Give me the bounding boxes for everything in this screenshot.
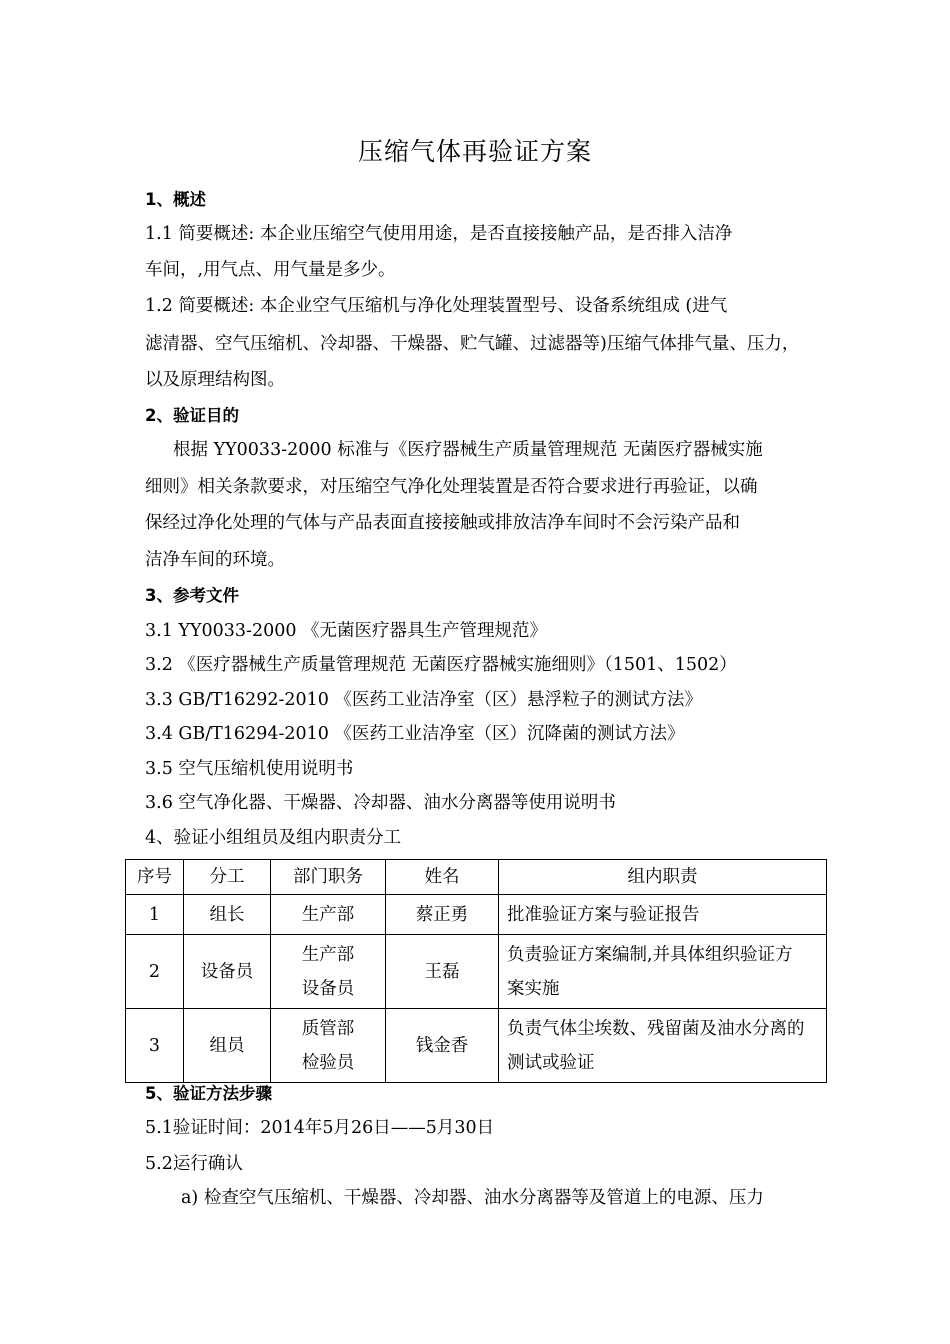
section-5-2-a-line: a) 检查空气压缩机、干燥器、冷却器、油水分离器等及管道上的电源、压力 — [181, 1188, 764, 1208]
cell-role: 组员 — [184, 1009, 271, 1083]
reference-item: 3.6 空气净化器、干燥器、冷却器、油水分离器等使用说明书 — [145, 793, 616, 813]
table-row — [126, 1009, 827, 1083]
cell-role: 组长 — [184, 895, 271, 935]
cell-no: 1 — [126, 895, 184, 935]
section-5-2-line: 5.2运行确认 — [145, 1154, 243, 1174]
section-1-2-line-1: 1.2 简要概述: 本企业空气压缩机与净化处理装置型号、设备系统组成 (进气 — [145, 296, 728, 316]
cell-duty-line-2: 案实施 — [507, 978, 560, 999]
cell-dept — [271, 1009, 386, 1083]
section-1-1-line-2: 车间，,用气点、用气量是多少。 — [145, 260, 396, 280]
cell-dept-line-2: 设备员 — [301, 978, 355, 999]
cell-dept-line-1: 生产部 — [301, 944, 355, 965]
section-2-line-4: 洁净车间的环境。 — [145, 550, 285, 570]
table-header-row — [126, 860, 827, 895]
section-2-line-3: 保经过净化处理的气体与产品表面直接接触或排放洁净车间时不会污染产品和 — [145, 513, 740, 533]
column-header-duty: 组内职责 — [499, 860, 827, 895]
section-1-2-line-3: 以及原理结构图。 — [145, 370, 285, 390]
cell-name: 蔡正勇 — [386, 895, 499, 935]
reference-item: 3.2 《医疗器械生产质量管理规范 无菌医疗器械实施细则》（1501、1502） — [145, 655, 737, 675]
column-header-dept: 部门职务 — [271, 860, 386, 895]
section-3-heading: 3、参考文件 — [145, 586, 239, 605]
reference-item: 3.5 空气压缩机使用说明书 — [145, 759, 354, 779]
column-header-name: 姓名 — [386, 860, 499, 895]
cell-role: 设备员 — [184, 935, 271, 1009]
section-4-heading: 4、验证小组组员及组内职责分工 — [145, 828, 402, 848]
table-row — [126, 935, 827, 1009]
cell-no: 3 — [126, 1009, 184, 1083]
section-5-1-line: 5.1验证时间：2014年5月26日——5月30日 — [145, 1118, 495, 1138]
cell-duty — [499, 1009, 827, 1083]
section-5-heading: 5、验证方法步骤 — [145, 1084, 272, 1103]
reference-item: 3.4 GB/T16294-2010 《医药工业洁净室（区）沉降菌的测试方法》 — [145, 724, 685, 744]
cell-name: 钱金香 — [386, 1009, 499, 1083]
team-table — [125, 859, 827, 1083]
cell-duty-line-1: 负责气体尘埃数、残留菌及油水分离的 — [507, 1018, 805, 1039]
cell-dept-line-1: 生产部 — [301, 904, 355, 925]
table-row — [126, 895, 827, 935]
section-2-line-1: 根据 YY0033-2000 标准与《医疗器械生产质量管理规范 无菌医疗器械实施 — [173, 440, 763, 460]
cell-name: 王磊 — [386, 935, 499, 1009]
cell-dept — [271, 895, 386, 935]
cell-duty-line-1: 负责验证方案编制,并具体组织验证方 — [507, 944, 793, 965]
section-2-line-2: 细则》相关条款要求，对压缩空气净化处理装置是否符合要求进行再验证，以确 — [145, 477, 758, 497]
cell-dept-line-1: 质管部 — [301, 1018, 355, 1039]
column-header-role: 分工 — [184, 860, 271, 895]
reference-item: 3.1 YY0033-2000 《无菌医疗器具生产管理规范》 — [145, 621, 548, 641]
cell-duty-line-2: 测试或验证 — [507, 1052, 595, 1073]
section-1-2-line-2: 滤清器、空气压缩机、冷却器、干燥器、贮气罐、过滤器等)压缩气体排气量、压力， — [145, 334, 800, 354]
section-1-1-line-1: 1.1 简要概述: 本企业压缩空气使用用途，是否直接接触产品，是否排入洁净 — [145, 224, 733, 244]
cell-dept-line-2: 检验员 — [301, 1052, 355, 1073]
section-2-heading: 2、验证目的 — [145, 406, 239, 425]
cell-dept — [271, 935, 386, 1009]
cell-duty: 批准验证方案与验证报告 — [499, 895, 827, 935]
document-title: 压缩气体再验证方案 — [357, 137, 592, 166]
reference-item: 3.3 GB/T16292-2010 《医药工业洁净室（区）悬浮粒子的测试方法》 — [145, 690, 702, 710]
cell-duty — [499, 935, 827, 1009]
section-1-heading: 1、概述 — [145, 190, 206, 209]
cell-no: 2 — [126, 935, 184, 1009]
column-header-no: 序号 — [126, 860, 184, 895]
